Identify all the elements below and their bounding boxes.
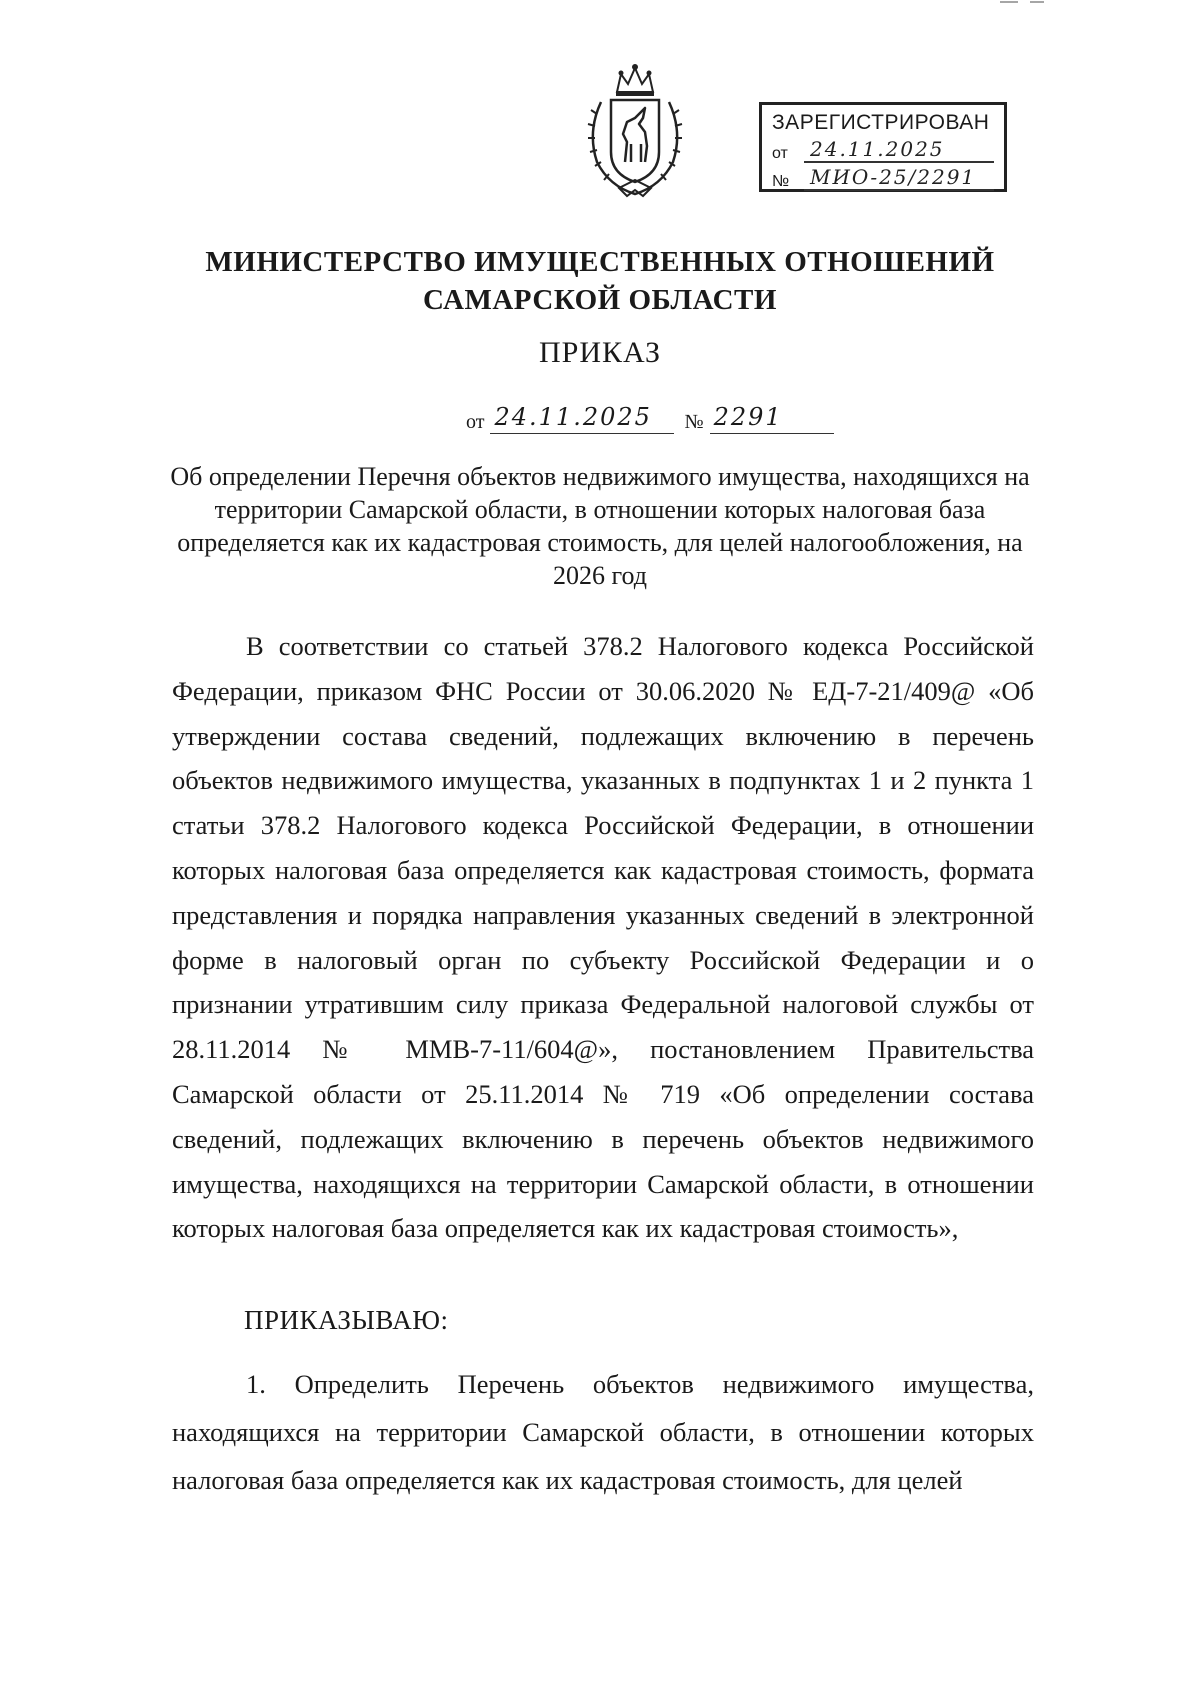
order-number-value: 2291 [710,401,834,434]
order-subject: Об определении Перечня объектов недвижимого имущества, находящихся на территории Самарской области, в отношении которых налоговая база определяется как их кадастровая стоимость, для целей налогообложения, на 2026 год [170,462,1030,590]
stamp-number-row [772,163,994,191]
registration-stamp [759,102,1007,192]
ministry-name [0,243,1200,319]
order-date-label: от [466,411,485,433]
order-number-label: № [684,411,704,433]
scan-artifact-mark [1000,0,1060,6]
ministry-line-1: МИНИСТЕРСТВО ИМУЩЕСТВЕННЫХ ОТНОШЕНИЙ [205,246,995,278]
document-type: ПРИКАЗ [539,336,661,369]
order-date-value: 24.11.2025 [490,401,674,434]
stamp-title: ЗАРЕГИСТРИРОВАН [772,111,990,134]
stamp-date-value: 24.11.2025 [804,137,994,163]
ministry-line-2: САМАРСКОЙ ОБЛАСТИ [423,284,777,316]
stamp-number-value: МИО-25/2291 [804,165,994,191]
preamble-paragraph: В соответствии со статьей 378.2 Налогового кодекса Российской Федерации, приказом ФНС России от 30.06.2020 № ЕД-7-21/409@ «Об утверждении состава сведений, подлежащих включению в перечень объектов недвижимого имущества, указанных в подпунктах 1 и 2 пункта 1 статьи 378.2 Налогового кодекса Российской Федерации, в отношении которых налоговая база определяется как кадастровая стоимость, формата представления и порядка направления указанных сведений в электронной форме в налоговый орган по субъекту Российской Федерации и о признании утратившим силу приказа Федеральной налоговой службы от 28.11.2014 № ММВ-7-11/604@», постановлением Правительства Самарской области от 25.11.2014 № 719 «Об определении состава сведений, подлежащих включению в перечень объектов недвижимого имущества, находящихся на территории Самарской области, в отношении которых налоговая база определяется как их кадастровая стоимость», [172,631,1034,1244]
point-1-paragraph: 1. Определить Перечень объектов недвижимого имущества, находящихся на территории Самарской области, в отношении которых налоговая база определяется как их кадастровая стоимость, для целей [172,1369,1034,1495]
stamp-date-label: от [772,145,788,162]
coat-of-arms-emblem [583,62,687,200]
stamp-number-label: № [772,173,790,190]
stamp-date-row [772,135,994,163]
order-directive-word: ПРИКАЗЫВАЮ: [244,1305,449,1335]
order-date-number [466,398,866,434]
